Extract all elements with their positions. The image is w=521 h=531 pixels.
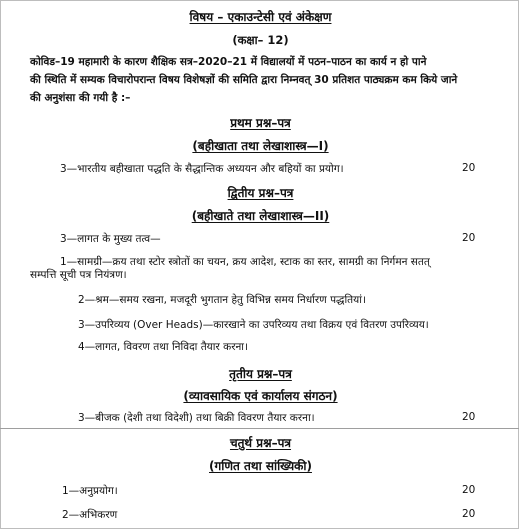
syllabus-item: 3—भारतीय बहीखाता पद्धति के सैद्धान्तिक अध्ययन और बहियों का प्रयोग। (60, 163, 344, 175)
item-marks: 20 (462, 162, 476, 174)
paper-subheading: (बहीखाते तथा लेखाशास्त्र—II) (191, 209, 330, 223)
item-marks: 20 (462, 411, 476, 423)
syllabus-item: 3—बीजक (देशी तथा विदेशी) तथा बिक्री विवरण तैयार करना। (78, 412, 315, 424)
syllabus-item: 4—लागत, विवरण तथा निविदा तैयार करना। (78, 341, 249, 353)
paper-heading: द्वितीय प्रश्न–पत्र (227, 186, 294, 200)
paper-subheading: (बहीखाता तथा लेखाशास्त्र—I) (192, 139, 329, 153)
item-marks: 20 (462, 508, 476, 520)
item-marks: 20 (462, 232, 476, 244)
item-marks: 20 (462, 484, 476, 496)
intro-line: कोविड–19 महामारी के कारण शैक्षिक सत्र–2020–21 में विद्यालयों में पठन–पाठन का कार्य न हो पाने (30, 56, 427, 68)
intro-line: की अनुशंसा की गयी है :– (30, 92, 131, 104)
intro-line: की स्थिति में सम्यक विचारोपरान्त विषय विशेषज्ञों की समिति द्वारा निम्नवत् 30 प्रतिशत पाठ्यक्रम कम किये जाने (30, 74, 458, 86)
page-title: विषय – एकाउन्टेसी एवं अंकेक्षण (189, 10, 332, 24)
syllabus-item: 1—अनुप्रयोग। (62, 485, 118, 497)
paper-subheading: (व्यावसायिक एवं कार्यालय संगठन) (183, 389, 338, 403)
paper-heading: तृतीय प्रश्न–पत्र (229, 367, 292, 381)
syllabus-item: 3—उपरिव्यय (Over Heads)—कारखाने का उपरिव्यय तथा विक्रय एवं वितरण उपरिव्यय। (78, 319, 429, 331)
syllabus-item: सम्पत्ति सूची पत्र नियंत्रण। (30, 269, 127, 281)
syllabus-item: 1—सामग्री—क्रय तथा स्टोर स्त्रोतों का चयन, क्रय आदेश, स्टाक का स्तर, सामग्री का निर्गमन सतत् (60, 256, 430, 268)
syllabus-item: 2—श्रम—समय रखना, मजदूरी भुगतान हेतु विभिन्न समय निर्धारण पद्धतियां। (78, 294, 366, 306)
class-label: (कक्षा– 12) (232, 33, 289, 47)
syllabus-item: 3—लागत के मुख्य तत्व— (60, 233, 161, 245)
syllabus-item: 2—अभिकरण (62, 509, 118, 521)
paper-subheading: (गणित तथा सांख्यिकी) (209, 459, 312, 473)
paper-heading: चतुर्थ प्रश्न–पत्र (229, 436, 292, 450)
paper-heading: प्रथम प्रश्न–पत्र (230, 116, 291, 130)
section-divider (0, 428, 519, 429)
